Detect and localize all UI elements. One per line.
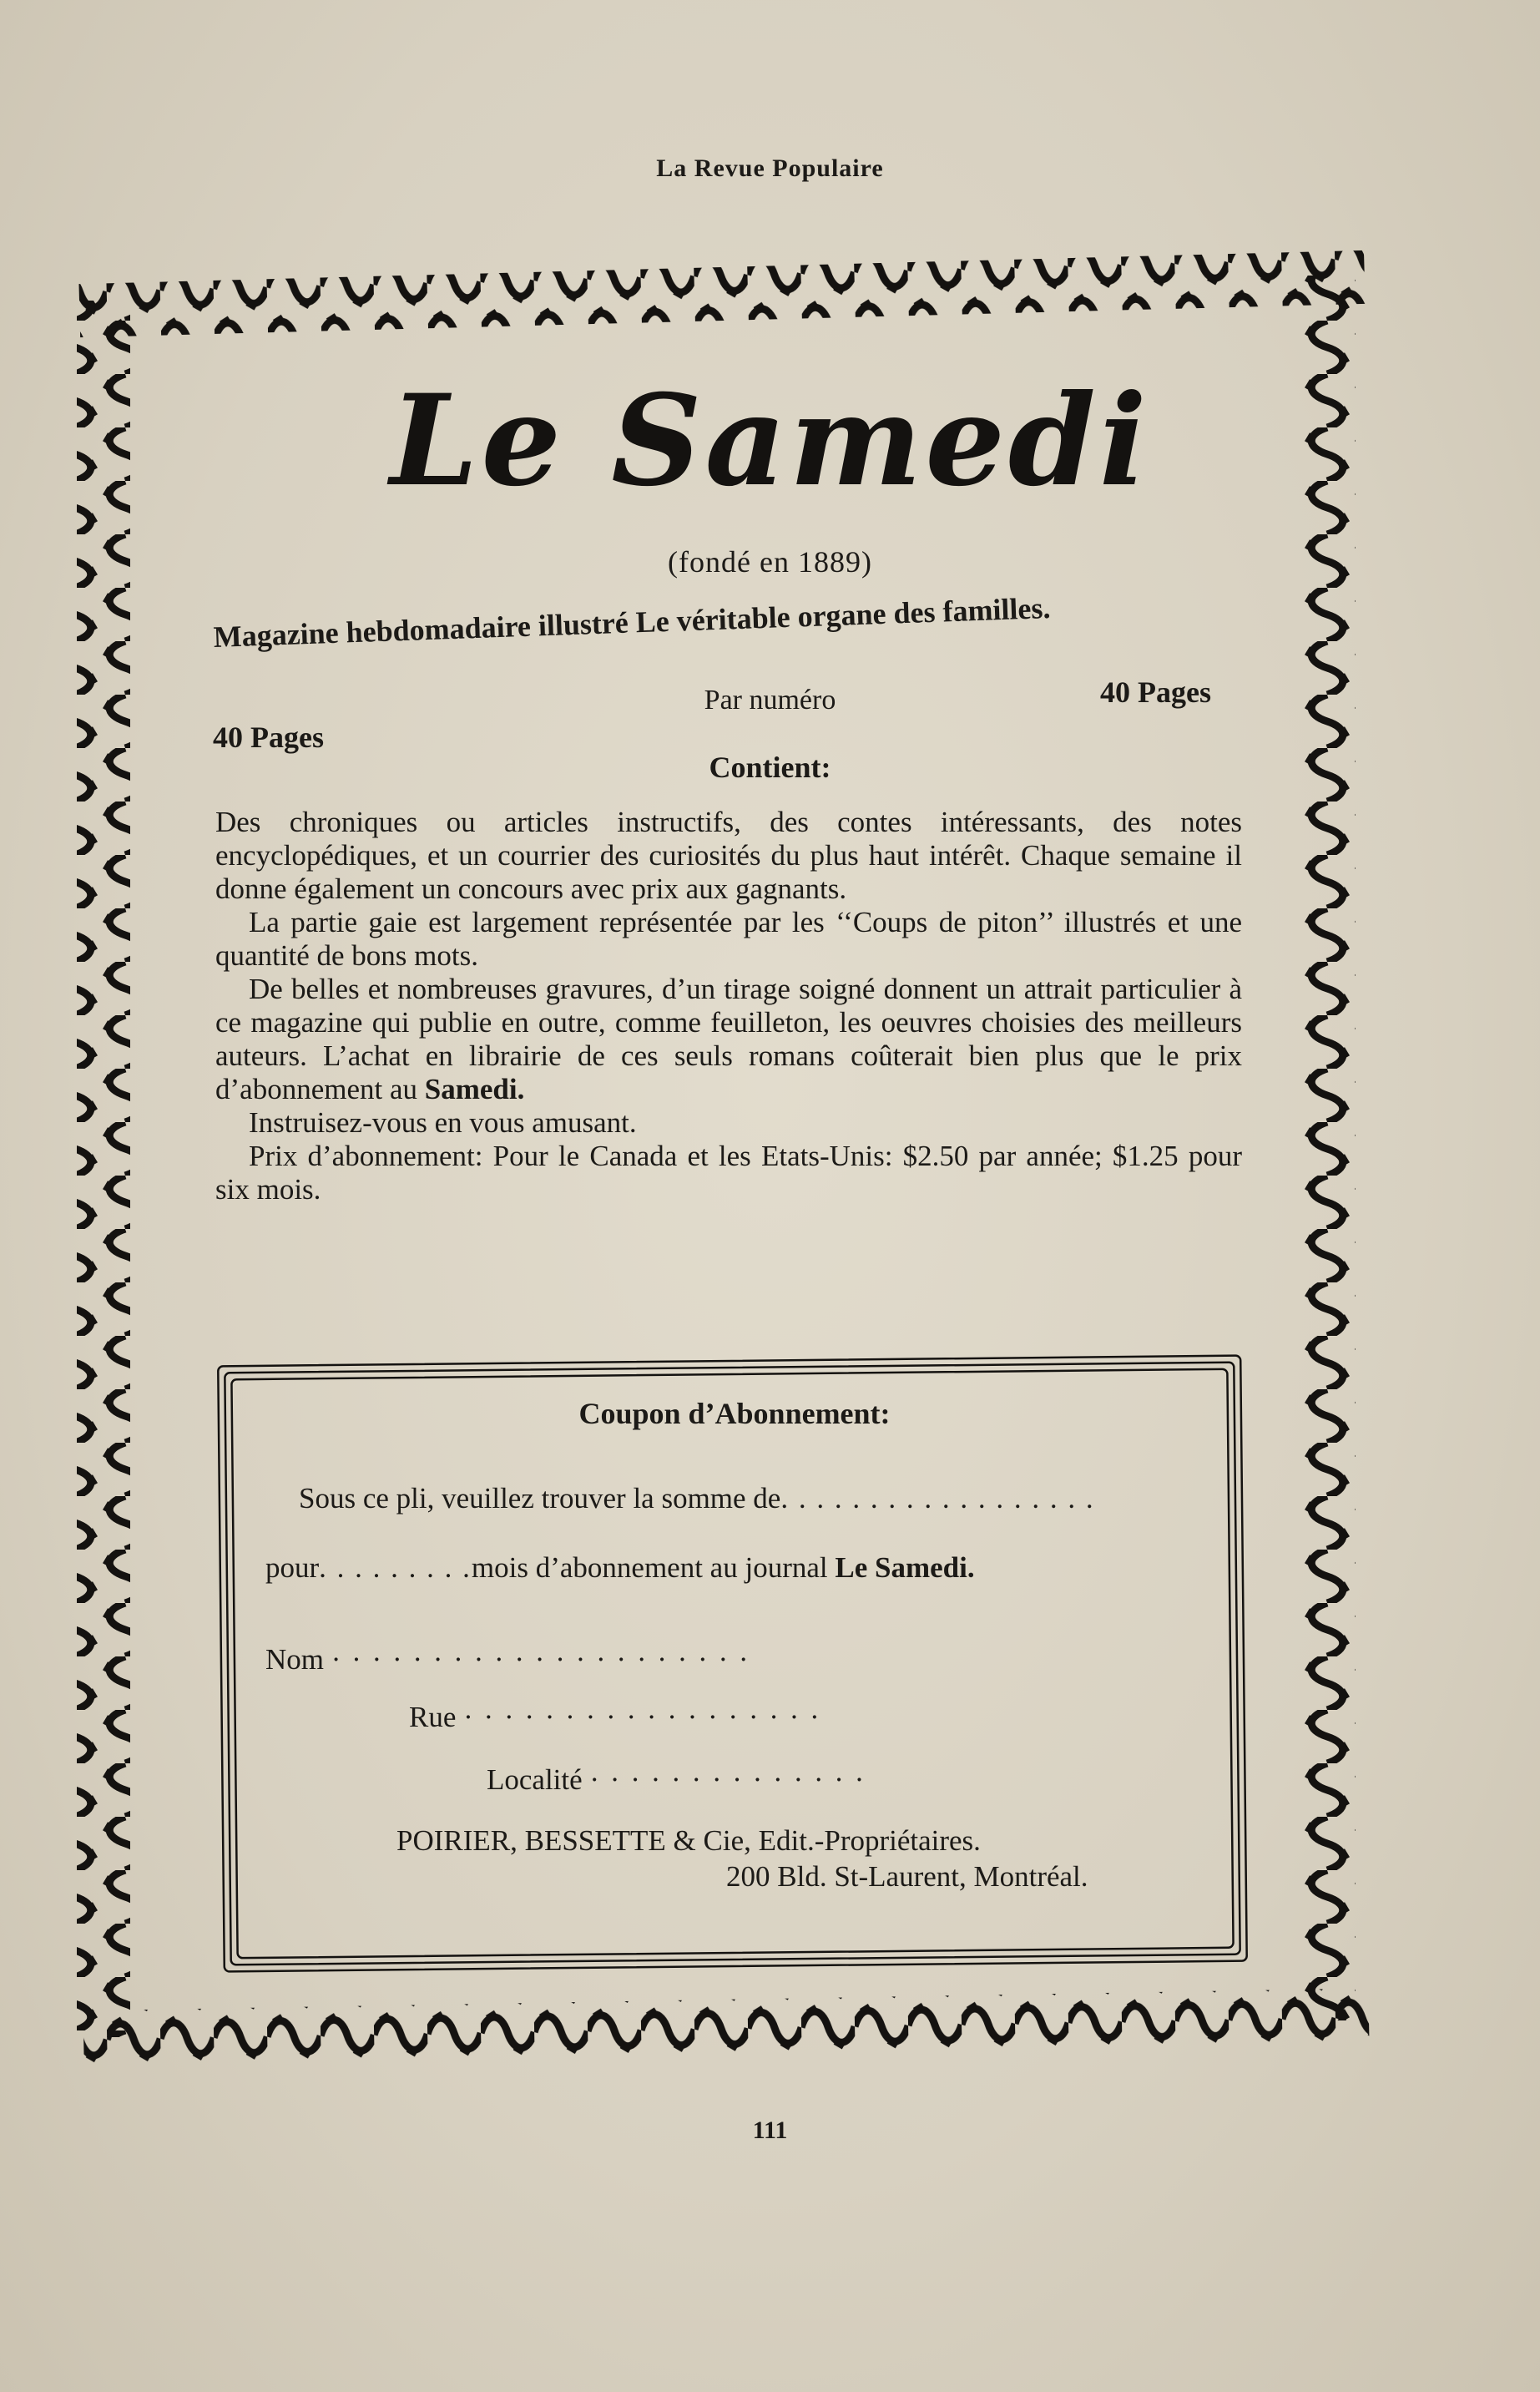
name-dotted-field: · · · · · · · · · · · · · · · · · · · · · bbox=[331, 1643, 750, 1676]
coupon-name-label: Nom bbox=[265, 1643, 324, 1676]
paragraph-motto: Instruisez-vous en vous amusant. bbox=[249, 1106, 637, 1139]
contents-heading: Contient: bbox=[709, 751, 831, 784]
coupon-locality-line bbox=[487, 1763, 866, 1797]
per-issue-label: Par numéro bbox=[704, 685, 836, 716]
paragraph-engravings bbox=[215, 973, 1242, 1106]
publisher-address: 200 Bld. St-Laurent, Montréal. bbox=[726, 1860, 1088, 1893]
running-head: La Revue Populaire bbox=[656, 154, 884, 182]
coupon-street-line bbox=[409, 1701, 821, 1734]
coupon-street-label: Rue bbox=[409, 1701, 457, 1733]
paragraph-chronicles: Des chroniques ou articles instructifs, des contes intéressants, des notes encyclopédiques, et un courrier des curiosités du plus haut intérêt. Chaque semaine il donne également un concours avec prix aux gagnants. bbox=[215, 806, 1242, 905]
paragraph-humor: La partie gaie est largement représentée par les ‘‘Coups de piton’’ illustrés et une quantité de bons mots. bbox=[215, 906, 1242, 972]
street-dotted-field: · · · · · · · · · · · · · · · · · · bbox=[463, 1701, 821, 1733]
coupon-name-line bbox=[265, 1643, 750, 1676]
coupon-amount-line bbox=[299, 1482, 1095, 1515]
amount-dotted-field: . . . . . . . . . . . . . . . . . . bbox=[780, 1482, 1095, 1515]
publisher-name: POIRIER, BESSETTE & Cie, Edit.-Propriétaires. bbox=[396, 1824, 981, 1857]
page-number: 111 bbox=[752, 2116, 788, 2144]
pages-count-left: 40 Pages bbox=[213, 721, 324, 754]
coupon-duration-prefix: pour bbox=[265, 1551, 320, 1584]
coupon-title: Coupon d’Abonnement: bbox=[578, 1397, 891, 1430]
coupon-amount-label: Sous ce pli, veuillez trouver la somme de bbox=[299, 1482, 781, 1515]
coupon-duration-line bbox=[265, 1551, 975, 1585]
description-text bbox=[215, 806, 1242, 1206]
subtitle: Magazine hebdomadaire illustré Le véritable organe des familles. bbox=[213, 590, 1052, 654]
pages-count-right: 40 Pages bbox=[1100, 675, 1211, 709]
founded-year: (fondé en 1889) bbox=[668, 545, 872, 579]
masthead-title: Le Samedi bbox=[390, 367, 1150, 514]
coupon-locality-label: Localité bbox=[487, 1763, 583, 1796]
samedi-emphasis: Samedi. bbox=[424, 1073, 525, 1105]
coupon-journal-name: Le Samedi. bbox=[835, 1551, 975, 1584]
paragraph-price: Prix d’abonnement: Pour le Canada et les Etats-Unis: $2.50 par année; $1.25 pour six mois. bbox=[215, 1140, 1242, 1206]
duration-dotted-field: . . . . . . . . . bbox=[319, 1551, 472, 1584]
paragraph-engravings-text: De belles et nombreuses gravures, d’un tirage soigné donnent un attrait particulier à ce magazine qui publie en outre, comme feuilleton, les oeuvres choisies des meilleurs auteurs. L’achat en librairie de ces seuls romans coûterait bien plus que le prix d’abonnement au bbox=[215, 973, 1242, 1105]
coupon-duration-text: mois d’abonnement au journal bbox=[471, 1551, 828, 1584]
locality-dotted-field: · · · · · · · · · · · · · · bbox=[589, 1763, 866, 1796]
